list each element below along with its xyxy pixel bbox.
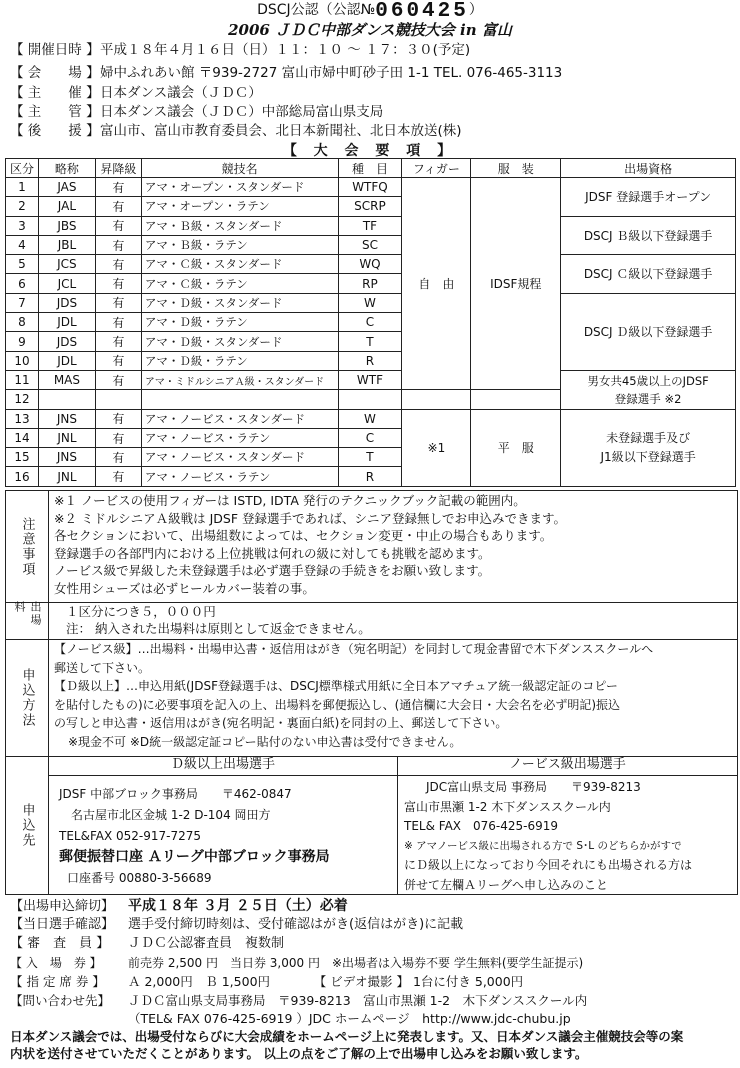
qual-d: DSCJ Ｄ級以下登録選手	[561, 293, 736, 370]
dest-right-heading: ノービス級出場選手	[398, 756, 737, 776]
table-row: 2 JAL 有 アマ・オープン・ラテン SCRP	[6, 197, 736, 216]
qual-c: DSCJ Ｃ級以下登録選手	[561, 255, 736, 294]
destination-label: 申込先	[6, 756, 49, 894]
table-row: 9 JDS 有 アマ・Ｄ級・スタンダード T	[6, 332, 736, 351]
table-row: 6 JCL 有 アマ・Ｃ級・ラテン RP	[6, 274, 736, 293]
qual-b: DSCJ Ｂ級以下登録選手	[561, 216, 736, 255]
dest-right: ノービス級出場選手 JDC富山県支局 事務局 〒939-8213 富山市黒瀬 1-2 木下ダンススクール内 TEL& FAX 076-425-6919 ※ アマノービス級に出場される方で S･L のどちらかがすで にＤ級以上になっており今回それにも出場される方は 併せて左欄Ａリーグへ申し込みのこと	[398, 756, 737, 894]
col-header: 出場資格	[561, 159, 736, 178]
section-title: 【 大 会 要 項 】	[282, 143, 458, 159]
table-row: 7 JDS 有 アマ・Ｄ級・スタンダード W DSCJ Ｄ級以下登録選手	[6, 293, 736, 312]
col-header: 服 装	[471, 159, 561, 178]
qual-open: JDSF 登録選手オープン	[561, 178, 736, 217]
table-row: 15 JNS 有 アマ・ノービス・スタンダード T	[6, 448, 736, 467]
info-organizer: 【 主 管 】日本ダンス議会（ＪＤＣ）中部総局富山県支局	[10, 104, 384, 120]
qual-middle-senior: 男女共45歳以上のJDSF 登録選手 ※2	[561, 370, 736, 409]
info-host: 【 主 催 】日本ダンス議会（ＪＤＣ）	[10, 85, 262, 101]
deadline-line: 【出場申込締切】 平成１８年 ３月 ２５日（土）必着	[10, 898, 348, 914]
col-header: 区分	[6, 159, 39, 178]
checkin-line: 【当日選手確認】 選手受付締切時刻は、受付確認はがき(返信はがき)に記載	[10, 917, 464, 932]
qual-novice: 未登録選手及び J1級以下登録選手	[561, 409, 736, 486]
info-sponsor: 【 後 援 】富山市、富山市教育委員会、北日本新聞社、北日本放送(株)	[10, 123, 462, 139]
dest-left-heading: Ｄ級以上出場選手	[49, 756, 397, 776]
apply-label: 申込方法	[6, 639, 49, 756]
col-header: 略称	[38, 159, 95, 178]
table-row: 12	[6, 390, 736, 409]
col-header: 昇降級	[95, 159, 141, 178]
notes-box	[5, 490, 738, 603]
judges-line: 【 審 査 員 】 ＪＤＣ公認審査員 複数制	[10, 936, 285, 951]
notes-body: ※１ ノービスの使用フィガーは ISTD, IDTA 発行のテクニックブック記載の範囲内。 ※２ ミドルシニアＡ級戦は JDSF 登録選手であれば、シニア登録無しでお申込みできます。 各セクションにおいて、出場組数によっては、セクション変更・中止の場合もあります。 登録選手の各部門内における上位挑戦は何れの級に対しても挑戦を認めます。 ノービス級で昇級した未登録選手は必ず選手登録の手続きをお願い致します。 女性用シューズは必ずヒールカバー装着の事。	[54, 493, 567, 596]
footer-note: 日本ダンス議会では、出場受付ならびに大会成績をホームページ上に発表します。又、日本ダンス議会主催競技会等の案 内状を送付させていただくことがあります。 以上の点をご了解の上で出場申し込みをお願い致します。	[10, 1029, 684, 1061]
cert-number: 060425	[375, 0, 469, 23]
contact-line-2: （TEL& FAX 076-425-6919 ）JDC ホームページ http://www.jdc-chubu.jp	[128, 1011, 571, 1026]
dress-idsf: IDSF規程	[471, 178, 561, 390]
certification-line	[0, 0, 740, 22]
apply-box: 申込方法 【ノービス級】…出場料・出場申込書・返信用はがき（宛名明記）を同封して現金書留で木下ダンススクールへ 郵送して下さい。 【Ｄ級以上】…申込用紙(JDSF登録選手は、DSCJ標準様式用紙に全日本アマチュア統一級認定証のコピー を貼付したもの)に必要事項を記入の上、出場料を郵便振込し、(通信欄に大会日・大会名を必ず明記)振込 の写しと申込書・返信用はがき(宛名明記・裏面白紙)を同封の上、郵送して下さい。 ※現金不可 ※D統一級認定証コピー貼付のない申込書は受付できません。	[5, 639, 738, 757]
table-row: 11 MAS 有 アマ・ミドルシニアＡ級・スタンダード WTF 男女共45歳以上のJDSF 登録選手 ※2	[6, 370, 736, 389]
dest-left: Ｄ級以上出場選手 JDSF 中部ブロック事務局 〒462-0847 名古屋市北区金城 1-2 D-104 岡田方 TEL&FAX 052-917-7275 郵便振替口座 Ａリーグ中部ブロック事務局 口座番号 00880-3-56689	[49, 756, 398, 894]
table-row: 1 JAS 有 アマ・オープン・スタンダード WTFQ 自 由 IDSF規程 JDSF 登録選手オープン	[6, 178, 736, 197]
table-row: 4 JBL 有 アマ・Ｂ級・ラテン SC	[6, 235, 736, 254]
reserved-seat-line: 【 指 定 席 券 】 Ａ 2,000円 Ｂ 1,500円 【 ビデオ撮影 】 1台に付き 5,000円	[10, 974, 524, 989]
figure-novice: ※1	[402, 409, 471, 486]
table-row: 10 JDL 有 アマ・Ｄ級・ラテン R	[6, 351, 736, 370]
col-header: フィガー	[402, 159, 471, 178]
page-title: 2006 ＪＤＣ中部ダンス競技大会 in 富山	[228, 21, 512, 39]
figure-free: 自 由	[402, 178, 471, 390]
col-header: 種 目	[338, 159, 402, 178]
info-venue: 【 会 場 】婦中ふれあい館 〒939-2727 富山市婦中町砂子田 1-1 TEL. 076-465-3113	[10, 65, 563, 81]
table-row: 8 JDL 有 アマ・Ｄ級・ラテン C	[6, 313, 736, 332]
cert-suffix: ）	[468, 2, 483, 18]
table-row: 3 JBS 有 アマ・Ｂ級・スタンダード TF DSCJ Ｂ級以下登録選手	[6, 216, 736, 235]
table-row: 13 JNS 有 アマ・ノービス・スタンダード W ※1 平 服 未登録選手及び J1級以下登録選手	[6, 409, 736, 428]
destination-box	[5, 756, 738, 895]
tickets-line: 【 入 場 券 】 前売券 2,500 円 当日券 3,000 円 ※出場者は入場券不要 学生無料(要学生証提示)	[10, 956, 584, 970]
competition-table	[5, 158, 736, 487]
info-date: 【 開催日時 】平成１８年４月１６日（日）１１：１０ ～ １７：３０(予定)	[10, 42, 471, 58]
fee-box: 出場料 １区分につき５，０００円 注： 納入された出場料は原則として返金できません。	[5, 601, 738, 640]
col-header: 競技名	[141, 159, 338, 178]
contact-line: 【問い合わせ先】 ＪＤＣ富山県支局事務局 〒939-8213 富山市黒瀬 1-2 木下ダンススクール内	[10, 993, 588, 1008]
table-row: 16 JNL 有 アマ・ノービス・ラテン R	[6, 467, 736, 486]
fee-label: 出場料	[6, 601, 49, 639]
cert-prefix: DSCJ公認（公認№	[257, 2, 376, 18]
table-row: 5 JCS 有 アマ・Ｃ級・スタンダード WQ DSCJ Ｃ級以下登録選手	[6, 255, 736, 274]
dress-casual: 平 服	[471, 409, 561, 486]
notes-label: 注意事項	[6, 491, 49, 602]
table-row: 14 JNL 有 アマ・ノービス・ラテン C	[6, 428, 736, 447]
